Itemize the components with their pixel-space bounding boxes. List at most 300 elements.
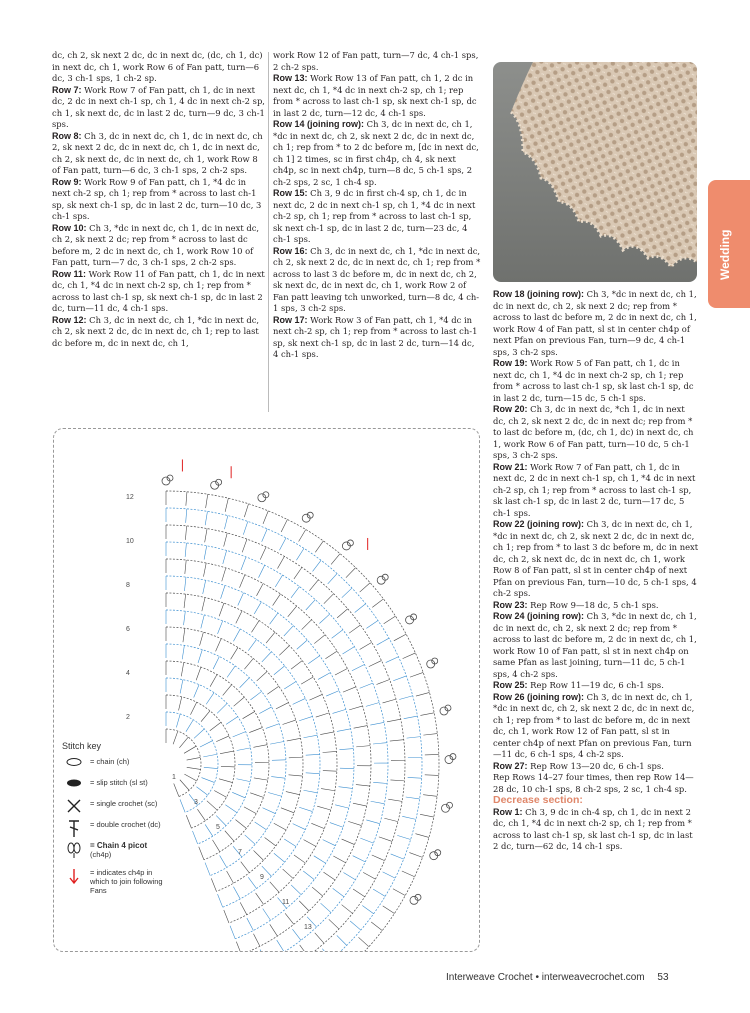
- stitch-mark: [184, 594, 186, 608]
- stitch-mark: [339, 787, 353, 789]
- slip-stitch-symbol-icon: [64, 778, 84, 788]
- row-text: Work Row 11 of Fan patt, ch 1, dc in next dc, ch 1, *4 dc in next ch-2 sp, ch 1; rep from * across to last ch-1 sp, sk next ch-1 sp, dc in last 2 dc, turn—11 dc, 4 ch-1 sps.: [52, 268, 265, 313]
- stitch-mark: [237, 748, 251, 751]
- stitch-mark: [315, 933, 324, 944]
- stitch-mark: [217, 703, 227, 713]
- stitch-mark: [227, 666, 235, 677]
- stitch-mark: [281, 808, 294, 813]
- stitch-mark: [370, 722, 384, 725]
- stitch-mark: [240, 678, 250, 688]
- row-label: Row 18 (joining row):: [493, 289, 584, 299]
- stitch-mark: [203, 754, 217, 757]
- stitch-mark: [316, 713, 329, 717]
- row-text: Ch 3, 9 dc in ch-4 sp, ch 1, dc in next 2 dc, ch 1, *4 dc in next ch-2 sp, ch 1; rep from * across to last ch-1 sp, sk last ch-1 sp, dc in last 2 dc, turn—62 dc, 14 ch-1 sps.: [493, 806, 693, 851]
- stitch-mark: [205, 511, 207, 525]
- stitch-mark: [180, 799, 185, 812]
- stitch-mark: [226, 717, 238, 725]
- instruction-row: [52, 85, 266, 131]
- stitch-mark: [309, 580, 318, 591]
- stitch-mark: [283, 869, 293, 878]
- stitch-mark: [190, 702, 196, 715]
- stitch-mark: [187, 767, 201, 769]
- stitch-mark: [293, 698, 306, 704]
- text-column-1: [52, 50, 266, 349]
- stitch-mark: [236, 779, 250, 782]
- stitch-mark: [366, 820, 379, 824]
- stitch-mark: [221, 585, 225, 598]
- stitch-mark: [391, 854, 404, 859]
- stitch-mark: [232, 792, 245, 798]
- stitch-mark: [287, 738, 301, 741]
- stitch-mark: [227, 871, 234, 883]
- stitch-mark: [265, 838, 276, 846]
- stitch-mark: [323, 872, 335, 880]
- stitch-mark: [202, 778, 215, 783]
- stitch-mark: [360, 683, 373, 688]
- stitch-mark: [343, 647, 355, 654]
- stitch-mark: [324, 594, 334, 604]
- stitch-mark: [339, 749, 353, 750]
- stitch-mark: [406, 797, 420, 799]
- stitch-mark: [260, 950, 266, 951]
- stitch-mark: [196, 787, 207, 795]
- key-join-arrow: = indicates ch4p in which to join following Fans: [62, 868, 172, 895]
- row-text: Rep Row 11—19 dc, 6 ch-1 sps.: [527, 680, 664, 690]
- stitch-mark: [304, 840, 316, 847]
- stitch-mark: [384, 818, 398, 821]
- stitch-mark: [201, 615, 204, 629]
- stitch-mark: [274, 823, 286, 830]
- single-crochet-symbol-icon: [64, 799, 84, 813]
- instruction-row: [52, 177, 266, 223]
- stitch-mark: [270, 882, 279, 893]
- stitch-mark: [328, 574, 337, 584]
- stitch-mark: [333, 856, 345, 863]
- stitch-mark: [299, 530, 306, 542]
- row-label: Row 21:: [493, 461, 528, 472]
- stitch-mark: [323, 840, 336, 846]
- stitch-mark: [231, 647, 238, 659]
- stitch-mark: [386, 657, 399, 663]
- row-label: Row 24 (joining row):: [493, 611, 584, 621]
- row-text: Ch 3, *dc in next dc, ch 1, dc in next dc, ch 2, sk next 2 dc; rep from * across to last dc before m, 2 dc in next dc, ch 1, work Row 4 of Fan patt, sl st in center ch4p of next Pfan on previous Fan, turn—9 dc, 4 ch-1 sps, 3 ch-2 sps.: [493, 289, 697, 357]
- stitch-mark: [323, 751, 337, 752]
- row-number: 2: [126, 714, 130, 721]
- stitch-mark: [306, 754, 320, 755]
- stitch-mark: [306, 773, 320, 774]
- key-chain-4-picot: = Chain 4 picot (ch4p): [62, 841, 172, 859]
- stitch-mark: [342, 588, 352, 598]
- stitch-mark: [204, 767, 218, 768]
- stitch-mark: [244, 504, 248, 517]
- stitch-mark: [281, 519, 287, 532]
- stitch-mark: [255, 822, 267, 830]
- stitch-mark: [268, 793, 281, 797]
- stitch-mark: [204, 546, 207, 560]
- stitch-mark: [282, 720, 295, 724]
- stitch-mark: [337, 729, 351, 732]
- row-label: Row 14 (joining row):: [273, 119, 364, 129]
- stitch-mark: [185, 526, 186, 540]
- stitch-mark: [342, 905, 353, 914]
- stitch-mark: [350, 921, 361, 930]
- stitch-mark: [200, 741, 213, 747]
- website: interweavecrochet.com: [541, 972, 645, 983]
- stitch-mark: [201, 711, 210, 722]
- row-arc: [166, 644, 286, 876]
- stitch-mark: [194, 729, 204, 738]
- stitch-mark: [224, 910, 229, 923]
- stitch-mark: [314, 856, 326, 863]
- instruction-row: [273, 73, 481, 119]
- stitch-mark: [267, 686, 279, 694]
- stitch-mark: [366, 620, 378, 628]
- stitch-mark: [199, 847, 204, 860]
- row-text: Work Row 13 of Fan patt, ch 1, 2 dc in next dc, ch 1, *4 dc in next ch-2 sp, ch 1; rep from * across to last ch-1 sp, sk next ch-1 sp, dc in last 2 dc, turn—12 dc, 4 ch-1 sps.: [273, 73, 477, 118]
- stitch-mark: [366, 703, 379, 707]
- stitch-mark: [397, 835, 410, 839]
- row-label: Row 27:: [493, 760, 528, 771]
- stitch-mark: [248, 877, 256, 888]
- stitch-mark: [369, 661, 382, 667]
- instruction-row: [493, 772, 699, 795]
- row-label: Row 7:: [52, 84, 82, 95]
- stitch-mark: [176, 714, 180, 727]
- stitch-mark: [343, 687, 356, 692]
- stitch-mark: [222, 568, 226, 581]
- stitch-mark: [353, 803, 367, 806]
- row-label: Row 17:: [273, 314, 308, 325]
- stitch-mark: [179, 737, 188, 748]
- stitch-mark: [224, 533, 228, 547]
- stitch-key: [62, 742, 172, 904]
- row-text: Ch 3, dc in next dc, ch 1, *dc in next dc, ch 2, sk next 2 dc, dc in next dc, ch 1; rep from * to last dc before m, dc in next dc, ch 1, work Row 12 of Fan patt, sl st in center ch4p of next Pfan on previous Fan, turn—11 dc, 6 ch-1 sps, 4 ch-2 sps.: [493, 691, 695, 759]
- stitch-mark: [402, 816, 416, 819]
- stitch-mark: [262, 652, 272, 662]
- stitch-mark: [346, 568, 356, 578]
- stitch-mark: [239, 575, 244, 588]
- row-arc: [166, 695, 235, 828]
- stitch-mark: [293, 824, 306, 830]
- stitch-mark: [332, 709, 345, 713]
- stitch-mark: [225, 831, 234, 842]
- stitch-mark: [299, 807, 312, 811]
- stitch-mark: [185, 560, 186, 574]
- row-arc: [166, 576, 354, 939]
- stitch-mark: [185, 543, 186, 557]
- row-text: Ch 3, dc in next dc, ch 1, dc in next dc, ch 2, sk next 2 dc, dc in next dc, ch 1, dc in next dc, ch 2, sk next dc, dc in next dc, ch 1, work Row 8 of Fan patt, turn—6 dc, 3 ch-1 sps, 2 ch-2 sps.: [52, 130, 263, 175]
- row-number: 9: [260, 874, 264, 881]
- row-label: Row 20:: [493, 404, 528, 414]
- stitch-mark: [180, 780, 189, 791]
- stitch-mark: [349, 625, 360, 633]
- stitch-mark: [174, 784, 179, 797]
- row-text: Ch 3, dc in next dc, ch 1, *dc in next dc, ch 2, sk next 2 dc, dc in next dc, ch 1; rep from * to 2 dc before m, [dc in next dc, ch 1] 2 times, sc in first ch4p, ch 4, sk next ch4p, sc in next ch4p, turn—8 dc, 5 ch-1 sps, 2 ch-2 sps, 2 sc, 1 ch-4 sp.: [273, 119, 479, 187]
- stitch-mark: [259, 707, 271, 714]
- row-number: 4: [126, 670, 130, 677]
- stitch-mark: [207, 801, 217, 810]
- instruction-row: [273, 315, 481, 361]
- stitch-mark: [196, 667, 201, 680]
- stitch-mark: [214, 790, 226, 797]
- row-text: Rep Row 13—20 dc, 6 ch-1 sps.: [527, 760, 664, 771]
- stitch-mark: [299, 716, 312, 720]
- stitch-mark: [331, 554, 340, 565]
- stitch-mark: [210, 675, 217, 687]
- stitch-mark: [274, 853, 285, 862]
- stitch-mark: [250, 793, 263, 798]
- stitch-mark: [376, 680, 389, 685]
- stitch-mark: [225, 498, 228, 512]
- instruction-row: [493, 680, 699, 692]
- stitch-mark: [284, 839, 296, 847]
- stitch-mark: [257, 671, 267, 680]
- stitch-mark: [294, 855, 305, 863]
- stitch-mark: [276, 703, 289, 709]
- stitch-mark: [299, 901, 309, 911]
- stitch-mark: [292, 929, 301, 940]
- stitch-mark: [372, 855, 385, 861]
- instruction-row: [52, 50, 266, 85]
- stitch-mark: [262, 529, 268, 542]
- stitch-mark: [362, 906, 373, 914]
- row-text: dc, ch 2, sk next 2 dc, dc in next dc, (dc, ch 1, dc) in next dc, ch 1, work Row 6 of Fan patt, turn—6 dc, 3 ch-1 sps, 1 ch-2 sp.: [52, 50, 263, 83]
- stitch-mark: [221, 766, 235, 767]
- stitch-mark: [254, 602, 261, 614]
- stitch-mark: [296, 548, 304, 560]
- stitch-mark: [353, 856, 366, 862]
- stitch-mark: [356, 785, 370, 787]
- page-footer: [446, 972, 669, 983]
- instruction-row: [273, 188, 481, 246]
- stitch-mark: [342, 839, 355, 845]
- stitch-mark: [323, 771, 337, 772]
- stitch-mark: [266, 724, 279, 729]
- stitch-mark: [244, 807, 256, 814]
- stitch-mark: [318, 673, 330, 680]
- row-label: Row 10:: [52, 222, 87, 233]
- stitch-mark: [254, 850, 264, 860]
- stitch-mark: [425, 775, 439, 776]
- instruction-row: [52, 269, 266, 315]
- stitch-mark: [210, 722, 221, 730]
- stitch-mark: [330, 823, 343, 828]
- stitch-mark: [284, 681, 296, 689]
- stitch-mark: [277, 940, 284, 951]
- key-slip-stitch: = slip stitch (sl st): [62, 778, 172, 790]
- instruction-row: [52, 131, 266, 177]
- stitch-mark: [390, 740, 404, 741]
- stitch-mark: [325, 651, 337, 659]
- stitch-mark: [194, 685, 199, 698]
- stitch-mark: [371, 922, 382, 931]
- stitch-mark: [206, 494, 208, 508]
- stitch-mark: [301, 677, 313, 684]
- row-number: 6: [126, 626, 130, 633]
- row-label: Row 22 (joining row):: [493, 519, 584, 529]
- stitch-mark: [270, 924, 278, 936]
- row-text: Rep Row 9—18 dc, 5 ch-1 sps.: [527, 599, 659, 610]
- row-number: 11: [282, 899, 290, 906]
- stitch-mark: [223, 685, 232, 696]
- stitch-mark: [337, 935, 347, 945]
- stitch-mark: [218, 621, 223, 634]
- row-text: Work Row 5 of Fan patt, ch 1, dc in next dc, ch 1, *4 dc in next ch-2 sp, ch 1; rep from * across to last ch-1 sp, sk last ch-1 sp, dc in last 2 dc, turn—15 dc, 5 ch-1 sps.: [493, 358, 694, 403]
- stitch-mark: [181, 663, 183, 677]
- stitch-mark: [313, 560, 321, 571]
- stitch-key-title: Stitch key: [62, 741, 102, 751]
- stitch-mark: [349, 706, 362, 710]
- stitch-mark: [352, 664, 365, 670]
- stitch-mark: [320, 732, 334, 735]
- stitch-mark: [373, 889, 385, 896]
- stitch-mark: [289, 757, 303, 758]
- stitch-mark: [186, 492, 187, 506]
- row-label: Row 26 (joining row):: [493, 691, 584, 702]
- row-text: Work Row 3 of Fan patt, ch 1, *4 dc in next ch-2 sp, ch 1; rep from * across to last ch-1 sp, sk next ch-1 sp, dc in last 2 dc, turn—14 dc, 4 ch-1 sps.: [273, 314, 478, 359]
- stitch-mark: [348, 821, 361, 825]
- stitch-mark: [243, 712, 255, 719]
- row-label: Row 8:: [52, 130, 82, 141]
- stitch-mark: [410, 672, 423, 677]
- stitch-mark: [216, 639, 222, 652]
- instruction-row: [273, 50, 481, 73]
- instruction-row: [52, 223, 266, 269]
- stitch-mark: [263, 909, 271, 921]
- stitch-mark: [399, 696, 412, 700]
- stitch-mark: [284, 626, 293, 636]
- stitch-mark: [275, 575, 282, 587]
- stitch-mark: [312, 887, 323, 896]
- row-arc: [166, 593, 337, 923]
- text-column-3: [493, 289, 699, 853]
- stitch-mark: [233, 732, 246, 737]
- row-label: Row 15:: [273, 188, 308, 198]
- instruction-row: [273, 119, 481, 188]
- stitch-mark: [233, 887, 240, 899]
- stitch-mark: [203, 563, 206, 577]
- stitch-mark: [213, 657, 219, 670]
- stitch-mark: [291, 885, 301, 895]
- stitch-mark: [373, 782, 387, 783]
- stitch-mark: [243, 521, 247, 534]
- stitch-mark: [203, 580, 206, 594]
- stitch-mark: [285, 913, 294, 924]
- stitch-mark: [182, 645, 184, 659]
- stitch-mark: [173, 731, 178, 744]
- page-number: 53: [657, 972, 669, 983]
- instruction-row: [493, 404, 699, 462]
- chain-symbol-icon: [64, 757, 84, 767]
- stitch-mark: [377, 638, 389, 645]
- stitch-mark: [245, 835, 255, 844]
- row-text: Work Row 7 of Fan patt, ch 1, dc in next dc, 2 dc in next ch-1 sp, ch 1, *4 dc in next ch-2 sp, ch 1; rep from * across to last ch-1 sp, sk last ch-1 sp, dc in last 2 dc, turn—17 dc, 5 ch-1 sps.: [493, 461, 696, 518]
- row-label: Row 1:: [493, 806, 523, 817]
- stitch-mark: [224, 516, 227, 530]
- stitch-mark: [409, 853, 422, 858]
- stitch-mark: [329, 919, 339, 929]
- stitch-mark: [254, 778, 268, 780]
- stitch-mark: [205, 824, 213, 836]
- stitch-mark: [317, 806, 330, 810]
- stitch-mark: [179, 697, 182, 711]
- stitch-mark: [249, 728, 262, 733]
- key-chain: = chain (ch): [62, 757, 172, 769]
- instruction-row: [493, 692, 699, 761]
- stitch-mark: [206, 693, 214, 705]
- stitch-mark: [184, 746, 196, 753]
- row-label: Row 25:: [493, 680, 528, 690]
- stitch-mark: [271, 777, 285, 779]
- row-label: Row 23:: [493, 599, 528, 610]
- stitch-mark: [294, 567, 302, 579]
- stitch-mark: [326, 691, 339, 696]
- red-arrow-icon: [64, 868, 84, 886]
- instruction-row: [493, 462, 699, 520]
- row-text: work Row 12 of Fan patt, turn—7 dc, 4 ch-1 sps, 2 ch-2 sps.: [273, 50, 479, 72]
- stitch-mark: [314, 635, 325, 644]
- publication-name: Interweave Crochet: [446, 972, 533, 983]
- stitch-mark: [371, 801, 385, 804]
- stitch-mark: [306, 600, 315, 610]
- row-number: 3: [194, 799, 198, 806]
- stitch-mark: [356, 746, 370, 747]
- stitch-mark: [186, 720, 193, 732]
- row-text: Work Row 7 of Fan patt, ch 1, dc in next dc, 2 dc in next ch-1 sp, ch 1, 4 dc in next ch-2 sp, ch 1, sk next dc, dc in last 2 dc, turn—9 dc, 3 ch-1 sps.: [52, 84, 265, 129]
- stitch-mark: [236, 611, 242, 624]
- row-text: Ch 3, *dc in next dc, ch 1, dc in next dc, ch 2, sk next 2 dc; rep from * across to last dc before m, 2 dc in next dc, ch 1, work Row 10 of Fan patt, sl st in next ch4p on same Pfan as last joining, turn—11 dc, 5 ch-1 sps, 4 ch-2 sps.: [493, 611, 697, 679]
- row-label: Row 9:: [52, 176, 82, 187]
- stitch-mark: [279, 646, 289, 656]
- row-arc: [166, 491, 439, 951]
- stitch-mark: [373, 743, 387, 744]
- instruction-row: [493, 611, 699, 680]
- section-tab: [708, 180, 750, 308]
- stitch-mark: [333, 888, 344, 896]
- stitch-mark: [393, 889, 405, 896]
- stitch-mark: [234, 697, 245, 706]
- stitch-mark: [277, 556, 284, 568]
- stitch-mark: [308, 656, 319, 664]
- stitch-mark: [223, 550, 227, 563]
- row-label: Row 11:: [52, 268, 87, 279]
- stitch-mark: [205, 863, 210, 876]
- stitch-mark: [216, 736, 229, 742]
- row-label: Row 16:: [273, 245, 308, 256]
- row-number: 7: [238, 849, 242, 856]
- instruction-row: [493, 761, 699, 773]
- stitch-mark: [200, 632, 204, 645]
- stitch-mark: [270, 742, 284, 745]
- key-single-crochet: = single crochet (sc): [62, 799, 172, 811]
- stitch-mark: [379, 837, 392, 842]
- stitch-mark: [363, 872, 375, 879]
- stitch-mark: [402, 871, 415, 877]
- stitch-mark: [211, 878, 216, 891]
- footer-bullet: •: [535, 972, 540, 983]
- double-crochet-symbol-icon: [64, 820, 84, 838]
- row-label: Row 12:: [52, 314, 87, 325]
- row-text: Ch 3, dc in next dc, *ch 1, dc in next dc, ch 2, sk next 2 dc, dc in next dc; rep from * to last dc before m, (dc, ch 1, dc) in next dc, ch 1, work Row 6 of Fan patt, turn—10 dc, 5 ch-1 sps, 3 ch-2 sps.: [493, 404, 694, 460]
- stitch-mark: [184, 774, 196, 781]
- stitch-mark: [205, 529, 207, 543]
- stitch-mark: [358, 937, 368, 946]
- stitch-mark: [315, 541, 323, 552]
- stitch-mark: [302, 620, 312, 630]
- stitch-mark: [404, 716, 418, 719]
- stitch-mark: [383, 872, 396, 878]
- stitch-mark: [335, 668, 347, 675]
